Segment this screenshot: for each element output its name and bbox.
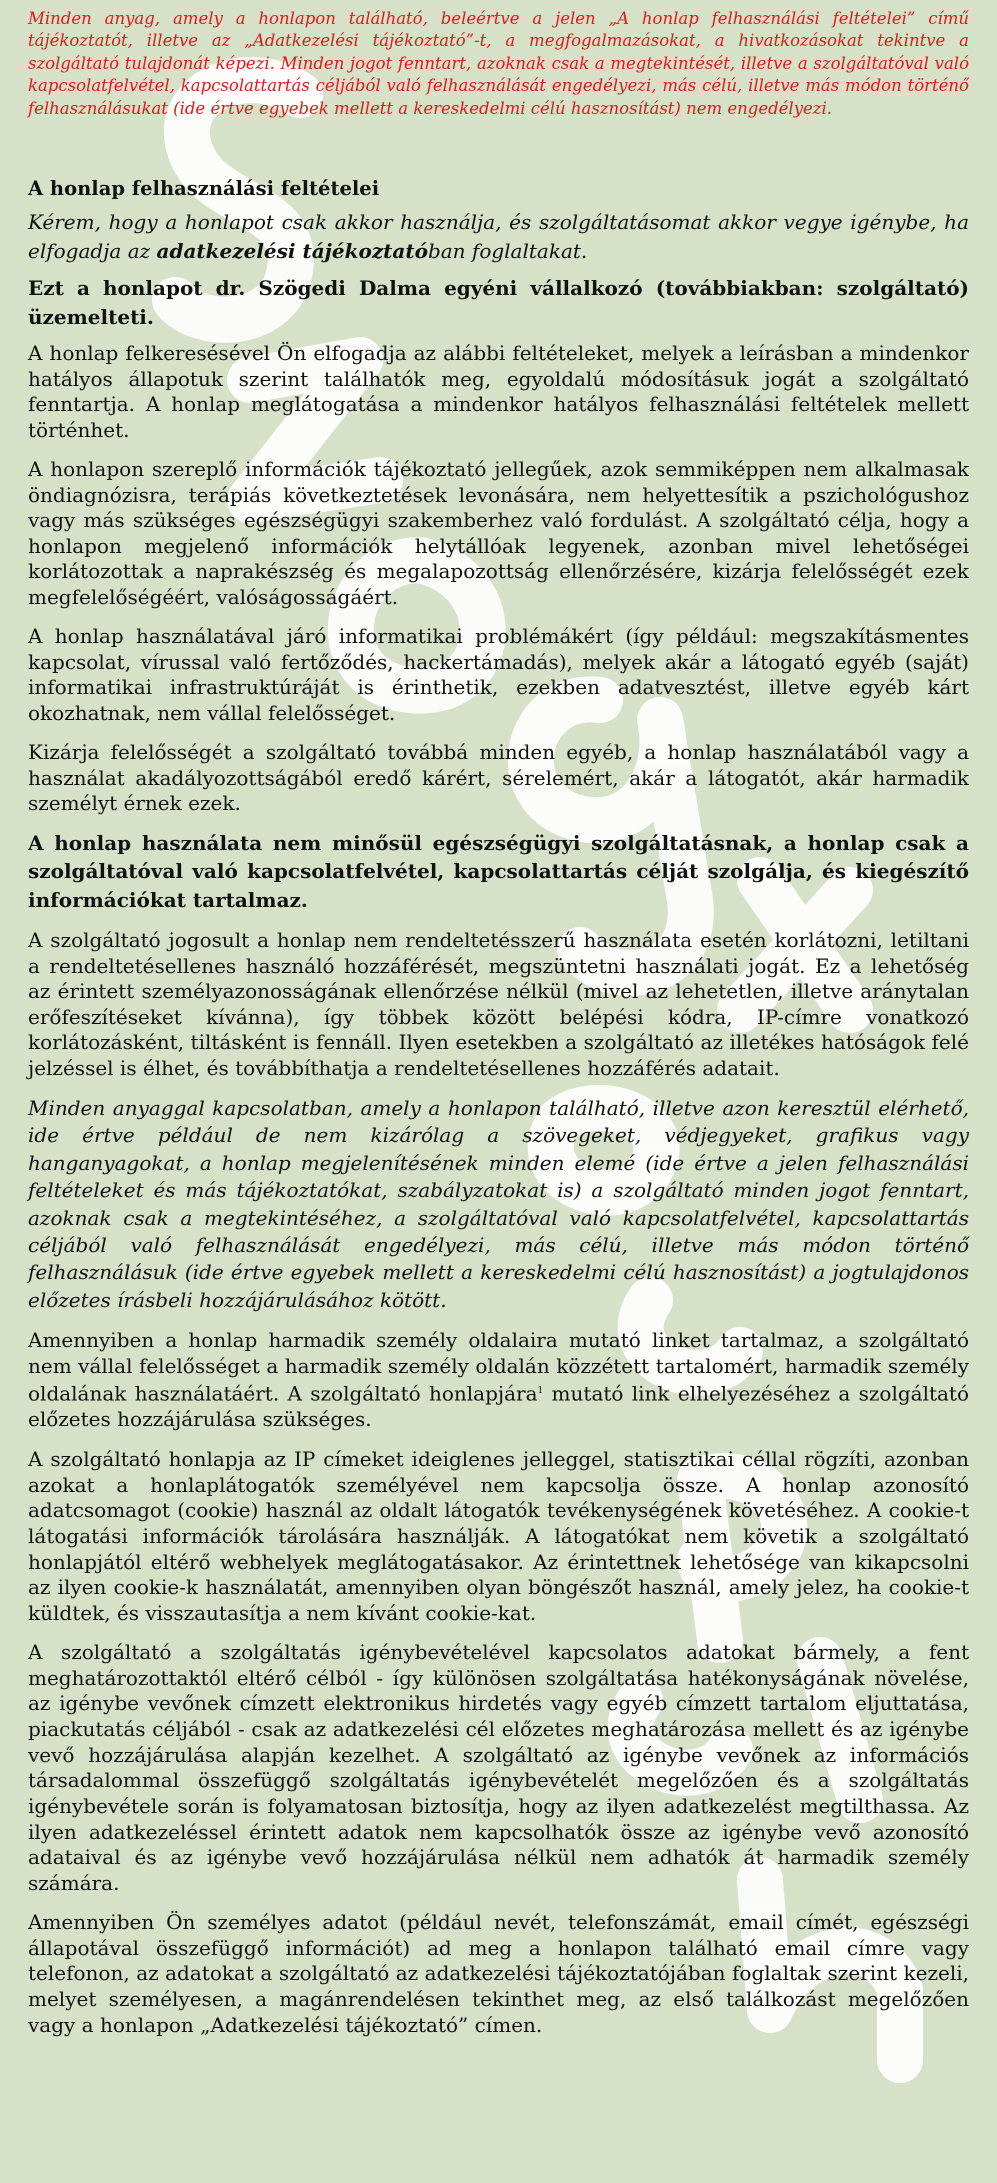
privacy-notice-reference: adatkezelési tájékoztató xyxy=(156,238,428,263)
terms-acceptance-paragraph: A honlap felkeresésével Ön elfogadja az alábbi feltételeket, melyek a leírásban a mindenkor hatályos állapotuk szerint találhatók meg, egyoldalú módosításuk jogát a szolgáltató fenntartja. A honlap meglátogatása a mindenkor hatályos felhasználási feltételek mellett történhet. xyxy=(28,341,969,442)
footnote-marker: 1 xyxy=(537,1386,544,1397)
data-processing-paragraph: A szolgáltató a szolgáltatás igénybevételével kapcsolatos adatokat bármely, a fent meghatározottaktól eltérő célból - így különösen szolgáltatása hatékonyságának növelése, az igénybe vevőnek címzett elektronikus hirdetés vagy egyéb címzett tartalom eljuttatása, piackutatás céljából - csak az adatkezelési cél előzetes meghatározása mellett és az igénybe vevő hozzájárulása alapján kezelhet. A szolgáltató az igénybe vevőnek az információs társadalommal összefüggő szolgáltatás igénybevételét megelőzően és a szolgáltatás igénybevétele során is folyamatosan biztosítja, hogy az ilyen adatkezelést megtilthassa. Az ilyen adatkezeléssel érintett adatok nem kapcsolhatók össze az igénybe vevő azonosító adataival és az igénybe vevő hozzájárulása nélkül nem adhatók át harmadik személy számára. xyxy=(28,1639,969,1896)
links-text-end: mutató link elhelyezéséhez a szolgáltató előzetes hozzájárulása szükséges. xyxy=(28,1381,970,1432)
intro-text-end: ban foglaltakat. xyxy=(427,238,588,263)
ip-cookie-paragraph: A szolgáltató honlapja az IP címeket ideiglenes jelleggel, statisztikai céllal rögzíti, azonban azokat a honlaplátogatók személyével nem kapcsolja össze. A honlap azonosító adatcsomagot (cookie) használ az oldalt látogatók tevékenységének követéséhez. A cookie-t látogatási információk tárolására használják. A látogatókat nem követik a szolgáltató honlapjától eltérő webhelyek meglátogatásakor. Az érintettnek lehetősége van kikapcsolni az ilyen cookie-k használatát, amennyiben olyan böngészőt használ, amely jelez, ha cookie-t küldtek, és visszautasítja a nem kívánt cookie-kat. xyxy=(28,1446,969,1626)
operator-statement: Ezt a honlapot dr. Szögedi Dalma egyéni vállalkozó (továbbiakban: szolgáltató) üzemelteti. xyxy=(28,276,969,329)
intro-text-start: Kérem, hogy a honlapot csak akkor használja, és szolgáltatásomat akkor vegye igénybe, ha elfogadja az xyxy=(28,210,969,263)
copyright-notice: Minden anyag, amely a honlapon található, beleértve a jelen „A honlap felhasználási feltételei” című tájékoztatót, illetve az „Adatkezelési tájékoztató”-t, a megfogalmazásokat, a hivatkozásokat tekintve a szolgáltató tulajdonát képezi. Minden jogot fenntart, azoknak csak a megtekintését, illetve a szolgáltatóval való kapcsolatfelvétel, kapcsolattartás céljából való felhasználását engedélyezi, más célú, illetve más módon történő felhasználásukat (ide értve egyebek mellett a kereskedelmi célú hasznosítást) nem engedélyezi. xyxy=(28,9,969,118)
access-restriction-paragraph: A szolgáltató jogosult a honlap nem rendeltetésszerű használata esetén korlátozni, letiltani a rendeltetésellenes használó hozzáférését, megszüntetni használati jogát. Ez a lehetőség az érintett személyazonosságának ellenőrzése nélkül (mivel az lehetetlen, illetve aránytalan erőfeszítéseket kívánna), így többek között belépési kódra, IP-címre vonatkozó korlátozásként, tiltásként is fennáll. Ilyen esetekben a szolgáltató az illetékes hatóságok felé jelzéssel is élhet, és továbbíthatja a rendeltetésellenes hozzáférés adatait. xyxy=(28,928,969,1080)
personal-data-paragraph: Amennyiben Ön személyes adatot (például nevét, telefonszámát, email címét, egészségi állapotával összefüggő információt) ad meg a honlapon található email címre vagy telefonon, az adatokat a szolgáltató az adatkezelési tájékoztatójában foglaltak szerint kezeli, melyet személyesen, a magánrendelésen tekinthet meg, az első találkozást megelőzően vagy a honlapon „Adatkezelési tájékoztató” címen. xyxy=(28,1909,969,2037)
links-text-start: Amennyiben a honlap harmadik személy oldalaira mutató linket tartalmaz, a szolgáltató nem vállal felelősséget a harmadik személy oldalán közzétett tartalomért, harmadik személy oldalának használatáért. A szolgáltató honlapjára xyxy=(28,1328,969,1406)
information-disclaimer-paragraph: A honlapon szereplő információk tájékoztató jellegűek, azok semmiképpen nem alkalmasak öndiagnózisra, terápiás következtetések levonására, nem helyettesítik a pszichológushoz vagy más szükséges egészségügyi szakemberhez való fordulást. A szolgáltató célja, hogy a honlapon megjelenő információk helytállóak legyenek, azonban mivel lehetőségei korlátozottak a naprakészség és megalapozottság ellenőrzésére, kizárja felelősségét ezek megfelelőségéért, valóságosságáért. xyxy=(28,457,969,609)
it-problems-paragraph: A honlap használatával járó informatikai problémákért (így például: megszakításmentes kapcsolat, vírussal való fertőződés, hackertámadás), melyek akár a látogató egyéb (saját) informatikai infrastruktúráját is érinthetik, ezekben adatvesztést, illetve egyéb kárt okozhatnak, nem vállal felelősséget. xyxy=(28,624,969,725)
not-health-service-statement: A honlap használata nem minősül egészségügyi szolgáltatásnak, a honlap csak a szolgáltatóval való kapcsolatfelvétel, kapcsolattartás célját szolgálja, és kiegészítő információkat tartalmaz. xyxy=(28,830,969,912)
copyright-paragraph: Minden anyaggal kapcsolatban, amely a honlapon található, illetve azon keresztül elérhető, ide értve például de nem kizárólag a szövegeket, védjegyeket, grafikus vagy hanganyagokat, a honlap megjelenítésének minden elemé (ide értve a jelen felhasználási feltételeket és más tájékoztatókat, szabályzatokat is) a szolgáltató minden jogot fenntart, azoknak csak a megtekintéséhez, a szolgáltatóval való kapcsolatfelvétel, kapcsolattartás céljából való felhasználását engedélyezi, más célú, illetve más módon történő felhasználásuk (ide értve egyebek mellett a kereskedelmi célú hasznosítást) a jogtulajdonos előzetes írásbeli hozzájárulásához kötött. xyxy=(28,1096,969,1312)
intro-paragraph xyxy=(28,208,969,265)
page-title: A honlap felhasználási feltételei xyxy=(28,177,380,201)
liability-paragraph: Kizárja felelősségét a szolgáltató továbbá minden egyéb, a honlap használatából vagy a használat akadályozottságából eredő kárért, sérelemért, akár a látogatót, akár harmadik személyt érnek ezek. xyxy=(28,740,969,816)
third-party-links-paragraph xyxy=(28,1328,969,1433)
